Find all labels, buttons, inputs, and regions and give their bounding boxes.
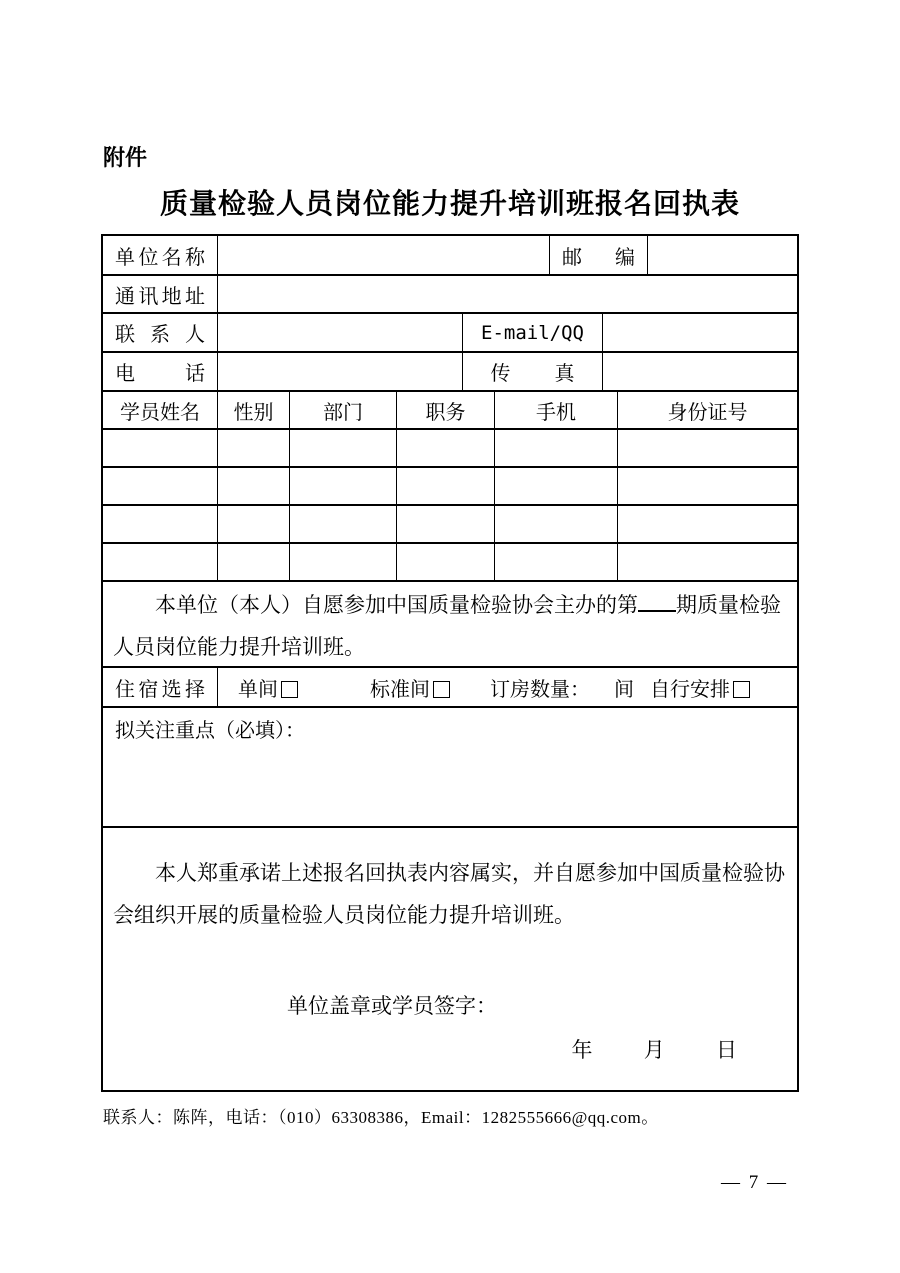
student-name-cell[interactable] <box>103 468 218 504</box>
mobile-cell[interactable] <box>495 506 618 542</box>
contact-footer: 联系人：陈阵，电话：（010）63308386，Email：1282555666@qq.com。 <box>103 1108 659 1127</box>
mobile-header: 手机 <box>495 392 618 428</box>
gender-cell[interactable] <box>218 506 290 542</box>
student-name-header: 学员姓名 <box>103 392 218 428</box>
id-number-cell[interactable] <box>618 468 797 504</box>
student-name-cell[interactable] <box>103 430 218 466</box>
address-label: 通讯地址 <box>103 276 218 312</box>
signature-label: 单位盖章或学员签字： <box>287 994 497 1018</box>
department-header: 部门 <box>290 392 397 428</box>
student-row <box>103 468 797 506</box>
department-cell[interactable] <box>290 506 397 542</box>
year-label: 年 <box>571 1038 593 1062</box>
mobile-cell[interactable] <box>495 468 618 504</box>
participation-statement: 本单位（本人）自愿参加中国质量检验协会主办的第 期质量检验人员岗位能力提升培训班。 <box>113 584 787 668</box>
position-cell[interactable] <box>397 430 495 466</box>
department-cell[interactable] <box>290 430 397 466</box>
accommodation-label: 住宿选择 <box>103 668 218 706</box>
single-room-option: 单间 <box>238 673 298 702</box>
position-header: 职务 <box>397 392 495 428</box>
session-number-blank[interactable] <box>638 589 676 612</box>
gender-cell[interactable] <box>218 468 290 504</box>
declaration-section <box>103 828 797 1090</box>
day-label: 日 <box>716 1038 737 1062</box>
gender-cell[interactable] <box>218 430 290 466</box>
unit-name-field[interactable] <box>218 236 550 274</box>
student-name-cell[interactable] <box>103 506 218 542</box>
contact-person-field[interactable] <box>218 314 463 351</box>
address-field[interactable] <box>218 276 797 312</box>
month-label: 月 <box>643 1038 665 1062</box>
booking-quantity-label: 订房数量： <box>490 678 590 701</box>
unit-name-row <box>103 236 797 276</box>
postal-code-field[interactable] <box>648 236 797 274</box>
date-line <box>113 1034 787 1064</box>
email-label: E-mail/QQ <box>463 314 603 351</box>
position-cell[interactable] <box>397 544 495 580</box>
id-number-cell[interactable] <box>618 506 797 542</box>
page-title: 质量检验人员岗位能力提升培训班报名回执表 <box>159 188 740 219</box>
student-row <box>103 506 797 544</box>
contact-person-label: 联系人 <box>103 314 218 351</box>
contact-row <box>103 314 797 353</box>
postal-code-label: 邮编 <box>550 236 648 274</box>
student-row <box>103 544 797 582</box>
address-row <box>103 276 797 314</box>
phone-field[interactable] <box>218 353 463 390</box>
student-name-cell[interactable] <box>103 544 218 580</box>
unit-name-label: 单位名称 <box>103 236 218 274</box>
accommodation-row <box>103 668 797 708</box>
department-cell[interactable] <box>290 468 397 504</box>
mobile-cell[interactable] <box>495 544 618 580</box>
registration-form-table <box>101 234 799 1092</box>
mobile-cell[interactable] <box>495 430 618 466</box>
email-field[interactable] <box>603 314 797 351</box>
id-number-header: 身份证号 <box>667 401 748 424</box>
student-row <box>103 430 797 468</box>
fax-label: 传真 <box>463 353 603 390</box>
id-number-cell[interactable] <box>618 544 797 580</box>
accommodation-options <box>218 668 797 706</box>
single-room-checkbox[interactable] <box>281 681 298 698</box>
position-cell[interactable] <box>397 506 495 542</box>
standard-room-checkbox[interactable] <box>433 681 450 698</box>
quantity-unit-label: 间 <box>614 678 634 701</box>
id-number-cell[interactable] <box>618 430 797 466</box>
declaration-text: 本人郑重承诺上述报名回执表内容属实，并自愿参加中国质量检验协会组织开展的质量检验人员岗位能力提升培训班。 <box>113 861 785 927</box>
participation-section <box>103 582 797 668</box>
department-cell[interactable] <box>290 544 397 580</box>
standard-room-option: 标准间 <box>370 673 450 702</box>
page-number: — 7 — <box>721 1172 788 1193</box>
self-arrange-option: 自行安排 <box>650 673 750 702</box>
phone-label: 电话 <box>103 353 218 390</box>
self-arrange-checkbox[interactable] <box>733 681 750 698</box>
gender-header: 性别 <box>218 392 290 428</box>
position-cell[interactable] <box>397 468 495 504</box>
gender-cell[interactable] <box>218 544 290 580</box>
student-header-row <box>103 392 797 430</box>
phone-row <box>103 353 797 392</box>
fax-field[interactable] <box>603 353 797 390</box>
attachment-label: 附件 <box>103 145 148 170</box>
focus-section[interactable] <box>103 708 797 828</box>
focus-label: 拟关注重点（必填）： <box>115 720 305 742</box>
